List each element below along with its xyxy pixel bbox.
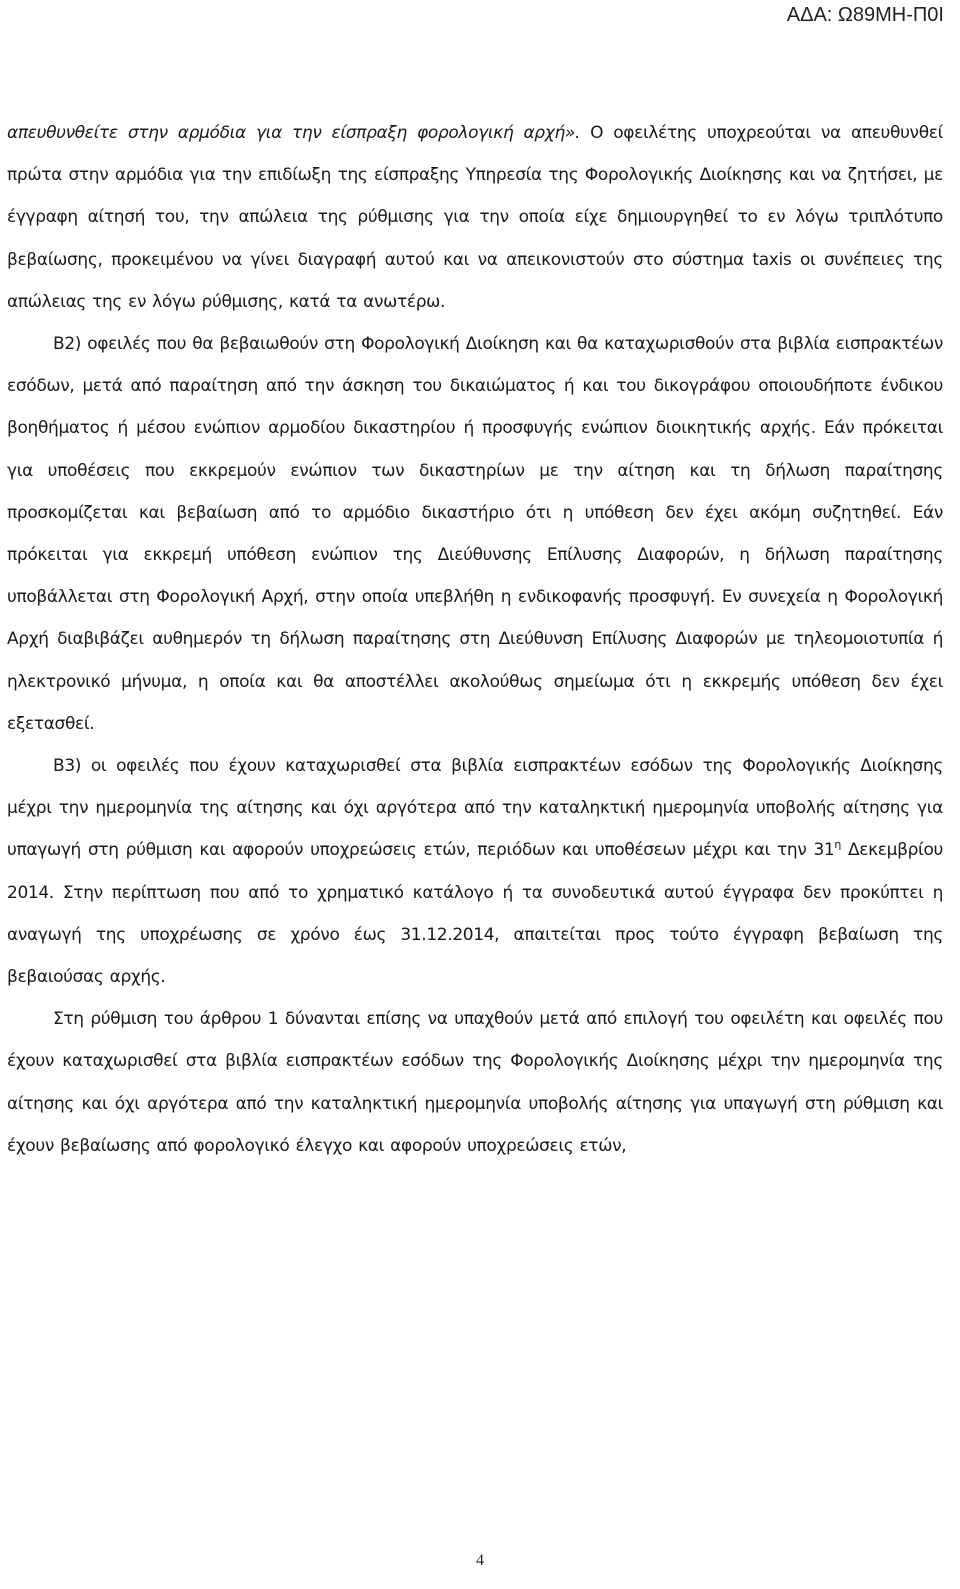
paragraph-text: Δεκεμβρίου 2014. Στην περίπτωση που από το χρηματικό κατάλογο ή τα συνοδευτικά αυτού έγγραφα δεν προκύπτει η αναγωγή της υποχρέωσης σε χρόνο έως 31.12.2014, απαιτείται προς τούτο έγγραφη βεβαίωση της βεβαιούσας αρχής.	[7, 840, 943, 988]
paragraph-b3	[7, 745, 943, 998]
ordinal-superscript: η	[834, 838, 842, 852]
paragraph-text: Β3) οι οφειλές που έχουν καταχωρισθεί στα βιβλία εισπρακτέων εσόδων της Φορολογικής Διοίκησης μέχρι την ημερομηνία της αίτησης και όχι αργότερα από την καταληκτική ημερομηνία υποβολής αίτησης για υπαγωγή στη ρύθμιση και αφορούν υποχρεώσεις ετών, περιόδων και υποθέσεων μέχρι και την 31	[7, 756, 943, 861]
document-body	[7, 112, 943, 1167]
italic-quote: απευθυνθείτε στην αρμόδια για την είσπραξη φορολογική αρχή».	[7, 123, 581, 143]
paragraph-b2: Β2) οφειλές που θα βεβαιωθούν στη Φορολογική Διοίκηση και θα καταχωρισθούν στα βιβλία εισπρακτέων εσόδων, μετά από παραίτηση από την άσκηση του δικαιώματος ή και του δικογράφου οποιουδήποτε ένδικου βοηθήματος ή μέσου ενώπιον αρμοδίου δικαστηρίου ή προσφυγής ενώπιον διοικητικής αρχής. Εάν πρόκειται για υποθέσεις που εκκρεμούν ενώπιον των δικαστηρίων με την αίτηση και τη δήλωση παραίτησης προσκομίζεται και βεβαίωση από το αρμόδιο δικαστήριο ότι η υπόθεση δεν έχει ακόμη συζητηθεί. Εάν πρόκειται για εκκρεμή υπόθεση ενώπιον της Διεύθυνσης Επίλυσης Διαφορών, η δήλωση παραίτησης υποβάλλεται στη Φορολογική Αρχή, στην οποία υπεβλήθη η ενδικοφανής προσφυγή. Εν συνεχεία η Φορολογική Αρχή διαβιβάζει αυθημερόν τη δήλωση παραίτησης στη Διεύθυνση Επίλυσης Διαφορών με τηλεομοιοτυπία ή ηλεκτρονικό μήνυμα, η οποία και θα αποστέλλει ακολούθως σημείωμα ότι η εκκρεμής υπόθεση δεν έχει εξετασθεί.	[7, 334, 943, 734]
paragraph-text: Ο οφειλέτης υποχρεούται να απευθυνθεί πρώτα στην αρμόδια για την επιδίωξη της είσπραξης Υπηρεσία της Φορολογικής Διοίκησης και να ζητήσει, με έγγραφη αίτησή του, την απώλεια της ρύθμισης για την οποία είχε δημιουργηθεί το εν λόγω τριπλότυπο βεβαίωσης, προκειμένου να γίνει διαγραφή αυτού και να απεικονιστούν στο σύστημα taxis οι συνέπειες της απώλειας της εν λόγω ρύθμισης, κατά τα ανωτέρω.	[7, 123, 943, 312]
paragraph-b1-continuation	[7, 112, 943, 323]
ada-code: ΑΔΑ: Ω89ΜΗ-Π0Ι	[786, 4, 944, 26]
page-number: 4	[476, 1552, 484, 1569]
paragraph-article-1: Στη ρύθμιση του άρθρου 1 δύνανται επίσης να υπαχθούν μετά από επιλογή του οφειλέτη και οφειλές που έχουν καταχωρισθεί στα βιβλία εισπρακτέων εσόδων της Φορολογικής Διοίκησης μέχρι την ημερομηνία της αίτησης και όχι αργότερα από την καταληκτική ημερομηνία υποβολής αίτησης για υπαγωγή στη ρύθμιση και έχουν βεβαίωσης από φορολογικό έλεγχο και αφορούν υποχρεώσεις ετών,	[7, 1009, 943, 1156]
